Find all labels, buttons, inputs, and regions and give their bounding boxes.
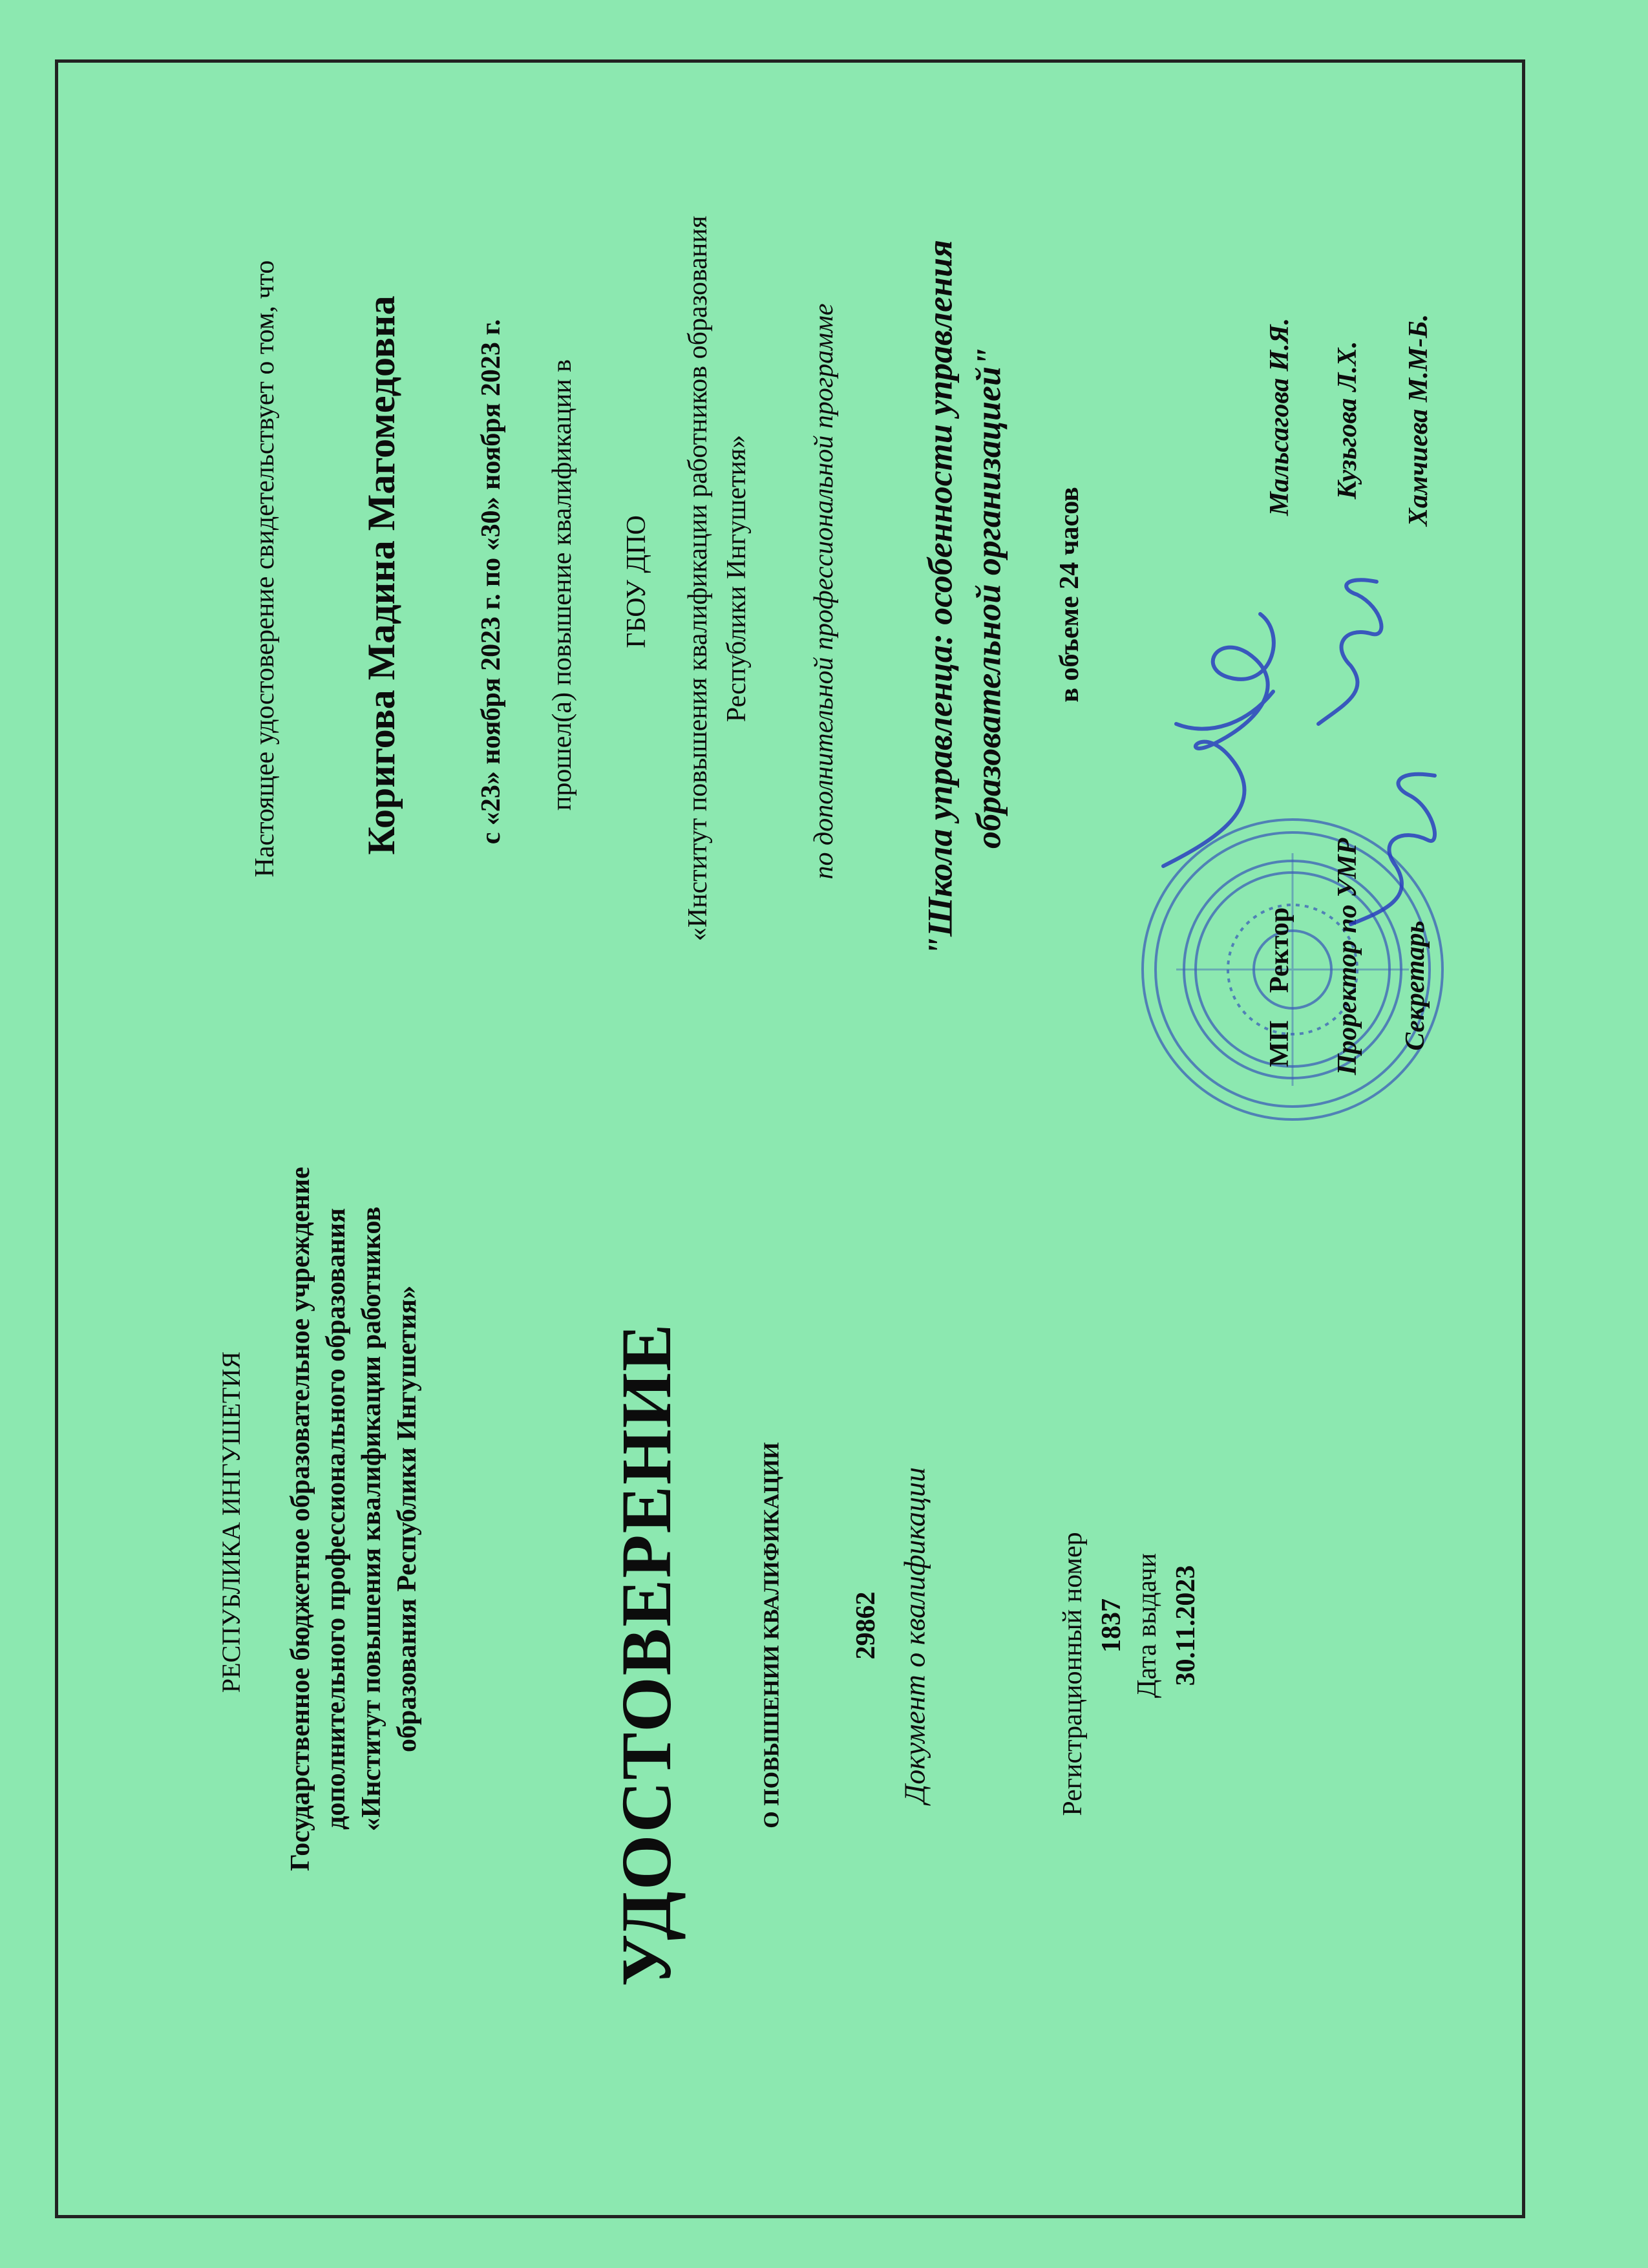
registration-label: Регистрационный номер	[1057, 1532, 1088, 1816]
secretary-role: Секретарь	[1400, 920, 1430, 1051]
document-number: 29862	[850, 1591, 881, 1660]
holder-full-name: Коригова Мадина Магомедовна	[360, 295, 403, 855]
issue-date-label: Дата выдачи	[1132, 1553, 1162, 1699]
institution-line-1: Государственное бюджетное образовательное учреждение	[285, 1167, 315, 1871]
secretary-name: Хамчиева М.М-Б.	[1403, 313, 1433, 527]
program-name-line-2: образовательной организацией"	[969, 347, 1008, 849]
institution-line-3: «Институт повышения квалификации работников	[356, 1206, 386, 1832]
hours-text: в объеме 24 часов	[1054, 487, 1084, 703]
stamp-mark-label: МП	[1264, 1020, 1294, 1068]
republic-name: РЕСПУБЛИКА ИНГУШЕТИЯ	[217, 1351, 246, 1693]
training-period: с «23» ноября 2023 г. по «30» ноября 2023 г.	[476, 319, 506, 845]
organization-short: ГБОУ ДПО	[621, 515, 651, 648]
organization-full-line-2: Республики Ингушетия»	[721, 434, 752, 723]
rector-role: Ректор	[1264, 907, 1294, 993]
prorector-signature	[1299, 569, 1402, 737]
program-name-line-1: "Школа управленца: особенности управления	[920, 240, 960, 956]
intro-text: Настоящее удостоверение свидетельствует о том, что	[249, 260, 280, 878]
prorector-role: Проректор по УМР	[1332, 838, 1362, 1076]
document-subtitle: О ПОВЫШЕНИИ КВАЛИФИКАЦИИ	[759, 1442, 784, 1828]
document-type: Документ о квалификации	[898, 1467, 931, 1804]
passed-text: прошел(а) повышение квалификации в	[547, 359, 577, 811]
organization-full-line-1: «Институт повышения квалификации работников образования	[682, 215, 713, 942]
program-intro: по дополнительной профессиональной программе	[808, 303, 839, 880]
prorector-name: Кузьгова Л.Х.	[1332, 341, 1362, 500]
issue-date: 30.11.2023	[1170, 1565, 1201, 1686]
institution-line-2: дополнительного профессионального образования	[321, 1208, 351, 1830]
rector-signature	[1137, 595, 1305, 892]
institution-line-4: образования Республики Ингушетия»	[392, 1286, 422, 1752]
secretary-signature	[1331, 756, 1454, 944]
registration-number: 1837	[1096, 1598, 1126, 1653]
document-title: УДОСТОВЕРЕНИЕ	[607, 1322, 686, 1987]
rector-name: Мальсагова И.Я.	[1264, 317, 1294, 516]
